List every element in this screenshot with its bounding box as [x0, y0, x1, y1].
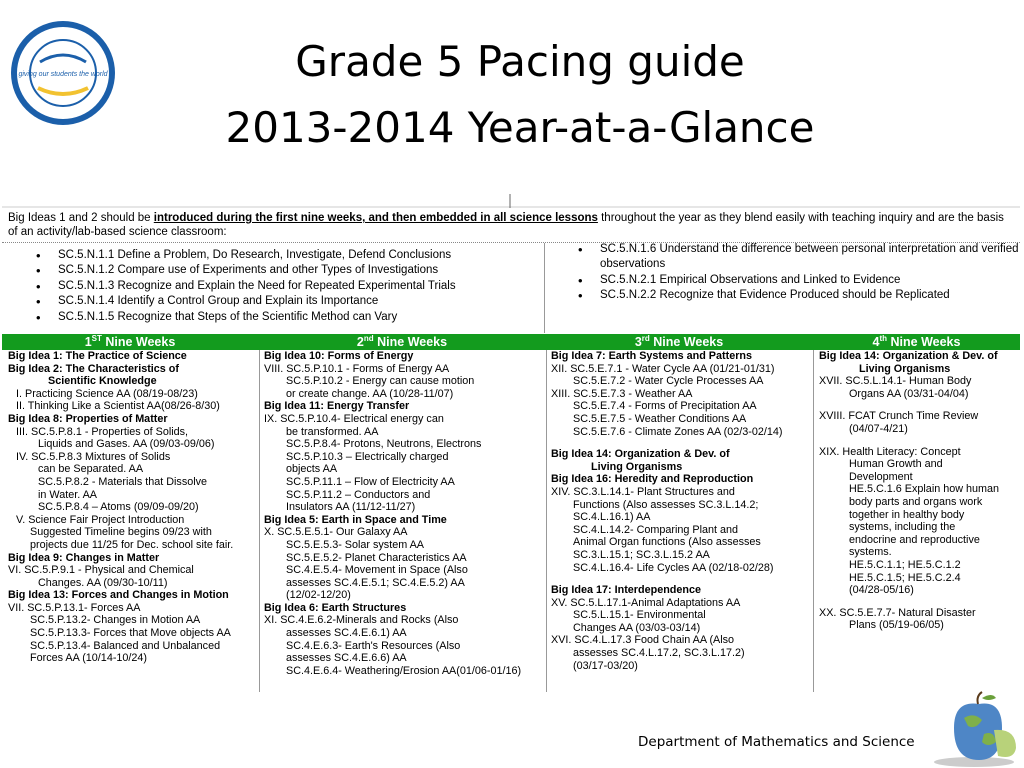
schedule-line: Big Idea 14: Organization & Dev. of	[551, 448, 730, 461]
schedule-line: body parts and organs work	[849, 495, 983, 508]
schedule-line: systems, including the	[849, 521, 956, 534]
schedule-line: Big Idea 9: Changes in Matter	[8, 551, 160, 564]
schedule-line: HE.5.C.1.6 Explain how human	[849, 483, 1000, 496]
department-footer: Department of Mathematics and Science	[638, 734, 915, 750]
quarter-1-column	[8, 350, 258, 692]
schedule-line: SC.5.P.13.4- Balanced and Unbalanced	[30, 639, 221, 652]
schedule-line: SC.5.P.11.1 – Flow of Electricity AA	[286, 475, 455, 488]
schedule-line: (04/28-05/16)	[849, 584, 914, 597]
schedule-line: VII. SC.5.P.13.1- Forces AA	[8, 601, 141, 614]
schedule-line: Living Organisms	[591, 460, 683, 473]
schedule-line: Big Idea 5: Earth in Space and Time	[264, 513, 447, 526]
quarter-header-row	[2, 334, 1020, 350]
standard-item: • SC.5.N.2.1 Empirical Observations and Linked to Evidence	[600, 273, 1020, 288]
schedule-line: Plans (05/19-06/05)	[849, 619, 944, 632]
standard-item: • SC.5.N.1.3 Recognize and Explain the Need for Repeated Experimental Trials	[58, 279, 558, 294]
schedule-line: SC.4.L.16.1) AA	[573, 511, 651, 524]
standard-item: • SC.5.N.1.6 Understand the difference between personal interpretation and verified observations	[600, 242, 1020, 273]
schedule-line: XII. SC.5.E.7.1 - Water Cycle AA (01/21-01/31)	[551, 362, 775, 375]
schedule-line: SC.5.P.8.4- Protons, Neutrons, Electrons	[286, 438, 482, 451]
schedule-line: IV. SC.5.P.8.3 Mixtures of Solids	[16, 450, 171, 463]
schedule-line: SC.5.E.5.2- Planet Characteristics AA	[286, 551, 467, 564]
schedule-line: Changes AA (03/03-03/14)	[573, 621, 701, 634]
schedule-line: SC.5.L.15.1- Environmental	[573, 609, 706, 622]
schedule-line: Animal Organ functions (Also assesses	[573, 536, 761, 549]
schedule-line: Big Idea 14: Organization & Dev. of	[819, 350, 998, 362]
standard-item: • SC.5.N.1.2 Compare use of Experiments and other Types of Investigations	[58, 263, 558, 278]
schedule-line: SC.5.P.8.2 - Materials that Dissolve	[38, 475, 208, 488]
schedule-line: together in healthy body	[849, 508, 965, 521]
quarter-3-column	[551, 350, 811, 692]
schedule-line: Big Idea 11: Energy Transfer	[264, 400, 410, 413]
schedule-line: SC.4.L.16.4- Life Cycles AA (02/18-02/28)	[573, 561, 774, 574]
schedule-line: SC.5.E.5.3- Solar system AA	[286, 538, 425, 551]
schedule-line: Big Idea 13: Forces and Changes in Motion	[8, 589, 229, 602]
schedule-line: (12/02-12/20)	[286, 589, 351, 602]
schedule-line: XIV. SC.3.L.14.1- Plant Structures and	[551, 485, 735, 498]
schedule-line: be transformed. AA	[286, 425, 379, 438]
schedule-line: SC.5.E.7.2 - Water Cycle Processes AA	[573, 375, 764, 388]
globe-apple-icon	[924, 690, 1020, 768]
schedule-line: Living Organisms	[859, 362, 951, 375]
standard-item: • SC.5.N.2.2 Recognize that Evidence Produced should be Replicated	[600, 288, 1020, 303]
schedule-line: Big Idea 7: Earth Systems and Patterns	[551, 350, 753, 362]
schedule-line: Functions (Also assesses SC.3.L.14.2;	[573, 498, 759, 511]
schedule-line: Development	[849, 470, 913, 483]
schedule-line	[551, 438, 811, 448]
schedule-line	[819, 597, 1019, 607]
schedule-line: V. Science Fair Project Introduction	[16, 513, 185, 526]
schedule-line: Suggested Timeline begins 09/23 with	[30, 526, 212, 539]
schedule-line: I. Practicing Science AA (08/19-08/23)	[16, 387, 198, 400]
top-ruler-ticks	[2, 192, 1020, 208]
page-title-line1: Grade 5 Pacing guide	[295, 37, 745, 86]
svg-text:PUBLIC SCHOOLS: PUBLIC SCHOOLS	[26, 89, 100, 120]
svg-text:giving our students the world: giving our students the world	[18, 71, 108, 78]
schedule-line: systems.	[849, 546, 892, 559]
schedule-line: Big Idea 6: Earth Structures	[264, 601, 407, 614]
schedule-line: XVIII. FCAT Crunch Time Review	[819, 410, 979, 423]
schedule-line: objects AA	[286, 463, 338, 476]
schedule-line: XIII. SC.5.E.7.3 - Weather AA	[551, 387, 693, 400]
schedule-line: SC.4.E.6.3- Earth's Resources (Also	[286, 639, 461, 652]
schedule-line: SC.3.L.15.1; SC.3.L.15.2 AA	[573, 548, 710, 561]
schedule-line: Big Idea 10: Forms of Energy	[264, 350, 414, 362]
schedule-line: SC.5.P.8.4 – Atoms (09/09-09/20)	[38, 501, 199, 514]
schedule-line: endocrine and reproductive	[849, 533, 980, 546]
standards-list-right	[544, 242, 1020, 304]
schedule-line: HE.5.C.1.1; HE.5.C.1.2	[849, 558, 961, 571]
page-title-line2: 2013-2014 Year-at-a-Glance	[225, 103, 815, 152]
schedule-line: assesses SC.4.E.6.6) AA	[286, 652, 407, 665]
svg-text:MIAMI-DADE COUNTY: MIAMI-DADE COUNTY	[16, 25, 110, 69]
schedule-line: SC.4.E.6.4- Weathering/Erosion AA(01/06-01/16)	[286, 664, 522, 677]
schedule-line: (04/07-4/21)	[849, 422, 908, 435]
schedule-line: IX. SC.5.P.10.4- Electrical energy can	[264, 412, 444, 425]
schedule-line: XV. SC.5.L.17.1-Animal Adaptations AA	[551, 596, 741, 609]
schedule-line: XI. SC.4.E.6.2-Minerals and Rocks (Also	[264, 614, 459, 627]
quarter-4-column	[819, 350, 1019, 692]
schedule-line: (03/17-03/20)	[573, 659, 638, 672]
quarter-2-column	[264, 350, 546, 692]
quarter-header-4: 4th Nine Weeks	[872, 333, 961, 349]
quarter-header-2: 2nd Nine Weeks	[356, 333, 448, 349]
schedule-line: SC.5.P.10.3 – Electrically charged	[286, 450, 449, 463]
schedule-line: projects due 11/25 for Dec. school site fair.	[30, 538, 234, 551]
schedule-line: SC.4.L.14.2- Comparing Plant and	[573, 523, 739, 536]
pacing-guide-document	[2, 192, 1020, 692]
schedule-line: Big Idea 17: Interdependence	[551, 584, 701, 597]
schedule-line: SC.5.E.7.4 - Forms of Precipitation AA	[573, 400, 757, 413]
schedule-line: Human Growth and	[849, 458, 943, 471]
district-seal-icon	[8, 18, 118, 128]
schedule-line: assesses SC.4.E.6.1) AA	[286, 627, 407, 640]
schedule-line	[819, 436, 1019, 446]
quarter-header-1: 1ST Nine Weeks	[84, 333, 176, 349]
schedule-line: SC.5.P.13.3- Forces that Move objects AA	[30, 627, 231, 640]
schedule-line: Forces AA (10/14-10/24)	[30, 652, 148, 665]
schedule-line: XVI. SC.4.L.17.3 Food Chain AA (Also	[551, 634, 735, 647]
standard-item: • SC.5.N.1.5 Recognize that Steps of the Scientific Method can Vary	[58, 310, 558, 325]
schedule-line: X. SC.5.E.5.1- Our Galaxy AA	[264, 526, 408, 539]
schedule-line: Changes. AA (09/30-10/11)	[38, 576, 168, 589]
schedule-line: HE.5.C.1.5; HE.5.C.2.4	[849, 571, 961, 584]
schedule-line: can be Separated. AA	[38, 463, 144, 476]
schedule-line: Scientific Knowledge	[48, 375, 157, 388]
schedule-line: XIX. Health Literacy: Concept	[819, 445, 961, 458]
schedule-line: Insulators AA (11/12-11/27)	[286, 501, 416, 514]
quarter-header-3: 3rd Nine Weeks	[634, 333, 724, 349]
schedule-line: XX. SC.5.E.7.7- Natural Disaster	[819, 606, 976, 619]
schedule-line	[819, 400, 1019, 410]
schedule-line: SC.5.E.7.5 - Weather Conditions AA	[573, 412, 747, 425]
schedule-line: VIII. SC.5.P.10.1 - Forms of Energy AA	[264, 362, 450, 375]
schedule-line: in Water. AA	[38, 488, 98, 501]
schedule-line: Big Idea 16: Heredity and Reproduction	[551, 473, 754, 486]
schedule-line: XVII. SC.5.L.14.1- Human Body	[819, 375, 972, 388]
schedule-line: II. Thinking Like a Scientist AA(08/26-8/30)	[16, 400, 220, 413]
schedule-line: assesses SC.4.E.5.1; SC.4.E.5.2) AA	[286, 576, 465, 589]
intro-paragraph: Big Ideas 1 and 2 should be introduced during the first nine weeks, and then embedded in all science lessons throughout the year as they blend easily with teaching inquiry and are the basis of an activity/lab-based science classroom:	[8, 212, 1004, 238]
schedule-line: VI. SC.5.P.9.1 - Physical and Chemical	[8, 564, 194, 577]
schedule-line: SC.5.P.10.2 - Energy can cause motion	[286, 375, 475, 388]
schedule-line: assesses SC.4.L.17.2, SC.3.L.17.2)	[573, 647, 745, 660]
schedule-line: or create change. AA (10/28-11/07)	[286, 387, 454, 400]
standard-item: • SC.5.N.1.4 Identify a Control Group and Explain its Importance	[58, 294, 558, 309]
schedule-line: SC.5.P.13.2- Changes in Motion AA	[30, 614, 201, 627]
schedule-line	[551, 574, 811, 584]
standards-list-left	[2, 248, 558, 325]
schedule-line: Big Idea 1: The Practice of Science	[8, 350, 187, 362]
schedule-line: Big Idea 2: The Characteristics of	[8, 362, 179, 375]
schedule-line: III. SC.5.P.8.1 - Properties of Solids,	[16, 425, 189, 438]
schedule-line: Liquids and Gases. AA (09/03-09/06)	[38, 438, 215, 451]
schedule-line: SC.5.P.11.2 – Conductors and	[286, 488, 431, 501]
schedule-line: SC.4.E.5.4- Movement in Space (Also	[286, 564, 468, 577]
schedule-line: Organs AA (03/31-04/04)	[849, 387, 969, 400]
standard-item: • SC.5.N.1.1 Define a Problem, Do Research, Investigate, Defend Conclusions	[58, 248, 558, 263]
schedule-line: SC.5.E.7.6 - Climate Zones AA (02/3-02/14)	[573, 425, 783, 438]
schedule-line: Big Idea 8: Properties of Matter	[8, 412, 168, 425]
